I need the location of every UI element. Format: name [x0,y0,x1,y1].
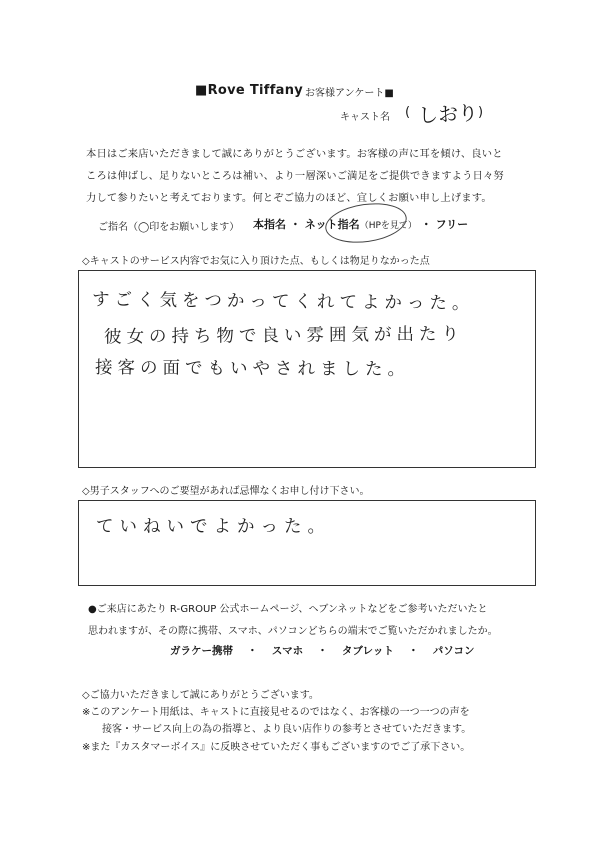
q1-answer-line-2: 彼女の持ち物で良い雰囲気が出たり [103,324,465,348]
separator-dot: ・ [408,645,419,657]
separator-dot: ・ [247,645,258,657]
device-option-pc[interactable]: パソコン [432,645,475,657]
intro-line-3: 力して参りたいと考えております。何とぞご協力のほど、宜しくお願い申し上げます。 [86,192,492,204]
device-option-tablet[interactable]: タブレット [341,645,394,657]
device-option-smartphone[interactable]: スマホ [271,645,304,657]
separator-dot: ・ [317,645,328,657]
footer-note-1: ※このアンケート用紙は、キャストに直接見せるのではなく、お客様の一つ一つの声を [82,707,470,718]
intro-line-2: ころは伸ばし、足りないところは補い、より一層深いご満足をご提供できますよう日々努 [86,170,504,182]
nomination-option-net[interactable]: ネット指名 [304,218,360,231]
footer-note-2: 接客・サービス向上の為の指導と、より良い店作りの参考とさせていただきます。 [102,724,472,735]
intro-line-1: 本日はご来店いただきまして誠にありがとうございます。お客様の声に耳を傾け、良いと [86,148,503,160]
q2-answer: ていねいでよかった。 [96,517,331,537]
q1-label: ◇キャストのサービス内容でお気に入り頂けた点、もしくは物足りなかった点 [82,256,430,267]
nomination-option-free[interactable]: フリー [435,218,469,231]
q1-answer-line-3: 接客の面でもいやされました。 [94,358,411,380]
nomination-option-honshimei[interactable]: 本指名 [253,218,286,231]
footer-note-3: ※また『カスタマーボイス』に反映させていただく事もございますのでご了承下さい。 [82,742,471,753]
separator-dot: ・ [420,218,432,231]
cast-name-handwritten: しおり [417,100,479,128]
thanks-text: ◇ご協力いただきまして誠にありがとうございます。 [82,690,319,701]
device-options [170,643,475,658]
q1-answer-line-1: すごく気をつかってくれてよかった。 [91,289,475,315]
cast-paren-open: ( [405,105,411,120]
survey-subtitle: お客様アンケート■ [305,88,394,99]
q3-line-2: 思われますが、その際に携帯、スマホ、パソコンどちらの端末でご覧いただかれましたか。 [88,626,498,637]
device-option-feature-phone[interactable]: ガラケー携帯 [170,645,233,657]
nomination-option-net-note: （HPを見て） [359,221,417,231]
nomination-label: ご指名（◯印をお願いします） [98,222,240,233]
cast-paren-close: ) [478,105,484,120]
q3-line-1: ●ご来店にあたり R-GROUP 公式ホームページ、ヘブンネットなどをご参考いただいたと [88,604,488,615]
intro-paragraph [86,143,526,209]
cast-name-label: キャスト名 [340,112,390,123]
survey-title: ■Rove Tiffany [195,83,304,98]
q2-label: ◇男子スタッフへのご要望があれば忌憚なくお申し付け下さい。 [82,486,370,497]
separator-dot: ・ [289,218,301,231]
